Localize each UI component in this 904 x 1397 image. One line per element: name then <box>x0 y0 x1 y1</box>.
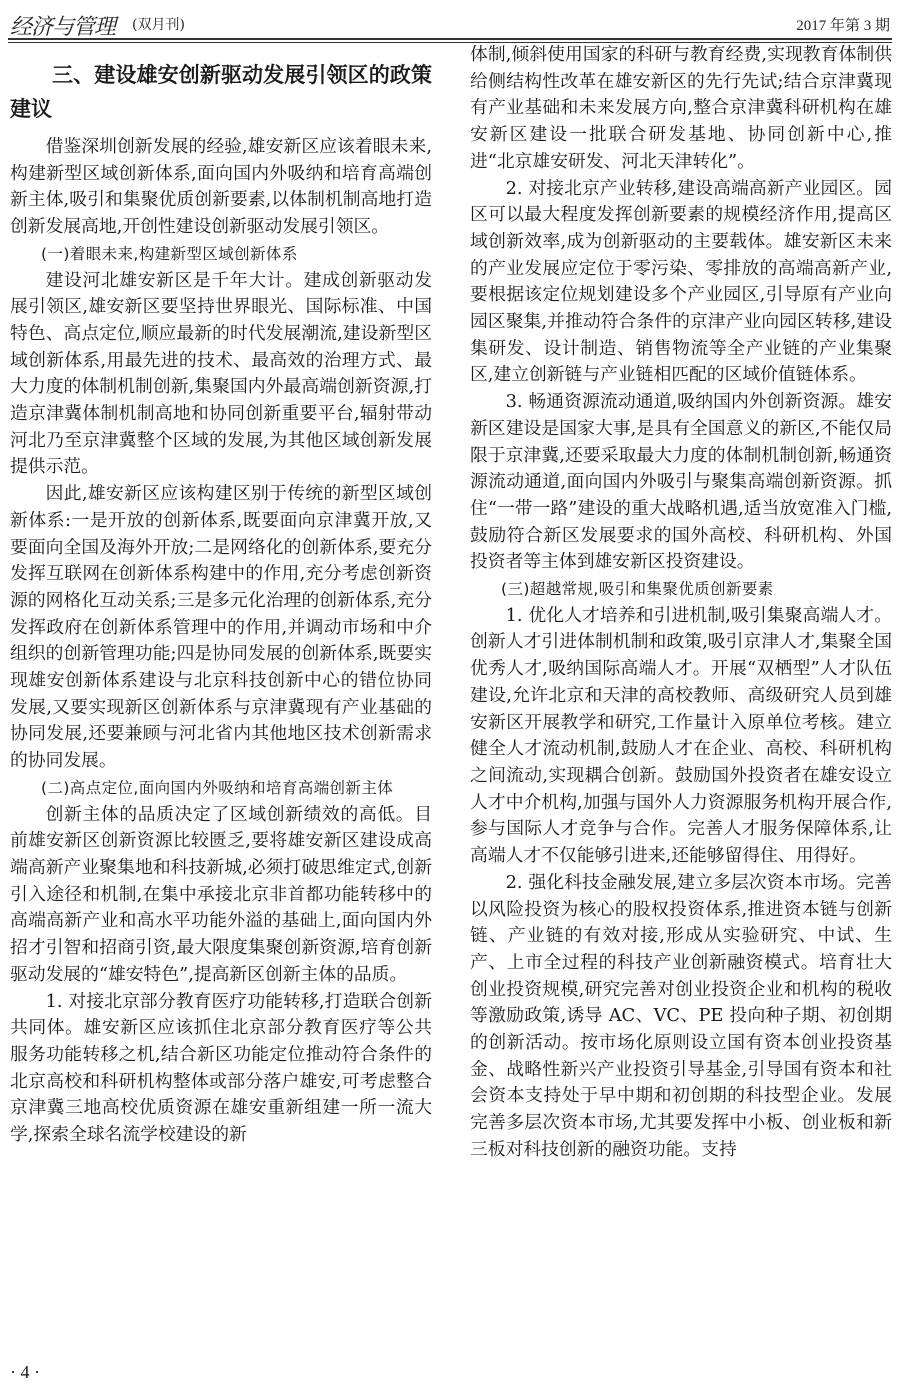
right-column <box>470 42 892 1164</box>
issue-label: 2017 年第 3 期 <box>796 18 890 34</box>
section-heading: 三、建设雄安创新驱动发展引领区的政策建议 <box>10 63 432 121</box>
page-header <box>10 8 890 38</box>
paragraph: 2. 对接北京产业转移,建设高端高新产业园区。园区可以最大程度发挥创新要素的规模经济作用,提高区域创新效率,成为创新驱动的主要载体。雄安新区未来的产业发展应定位于零污染、零排放的高端高新产业,要根据该定位规划建设多个产业园区,引导原有产业向园区聚集,并推动符合条件的京津产业向园区转移,建设集研发、设计制造、销售物流等全产业链的产业集聚区,建立创新链与产业链相匹配的区域价值链体系。 <box>470 177 892 386</box>
page-number: · 4 · <box>10 1362 40 1382</box>
paragraph: 因此,雄安新区应该构建区别于传统的新型区域创新体系:一是开放的创新体系,既要面向京津冀开放,又要面向全国及海外开放;二是网络化的创新体系,要充分发挥互联网在创新体系构建中的作用,充分考虑创新资源的网格化互动关系;三是多元化治理的创新体系,充分发挥政府在创新体系管理中的作用,并调动市场和中介组织的创新管理功能;四是协同发展的创新体系,既要实现雄安创新体系建设与北京科技创新中心的错位协同发展,又要实现新区创新体系与京津冀现有产业基础的协同发展,还要兼顾与河北省内其他地区技术创新需求的协同发展。 <box>10 483 432 772</box>
header-rule-thick <box>8 38 892 40</box>
subsection-heading: (二)高点定位,面向国内外吸纳和培育高端创新主体 <box>41 778 394 797</box>
paragraph: 创新主体的品质决定了区域创新绩效的高低。目前雄安新区创新资源比较匮乏,要将雄安新区建设成高端高新产业聚集地和科技新城,必须打破思维定式,创新引入途径和机制,在集中承接北京非首都功能转移中的高端高新产业和高水平功能外溢的基础上,面向国内外招才引智和招商引资,最大限度集聚创新资源,培育创新驱动发展的“雄安特色”,提高新区创新主体的品质。 <box>10 803 432 985</box>
journal-logo: 经济与管理 <box>10 15 116 40</box>
journal-frequency: (双月刊) <box>132 17 185 33</box>
paragraph-continued: 体制,倾斜使用国家的科研与教育经费,实现教育体制供给侧结构性改革在雄安新区的先行先试;结合京津冀现有产业基础和未来发展方向,整合京津冀科研机构在雄安新区建设一批联合研发基地、协同创新中心,推进“北京雄安研发、河北天津转化”。 <box>470 44 892 172</box>
paragraph: 3. 畅通资源流动通道,吸纳国内外创新资源。雄安新区建设是国家大事,是具有全国意义的新区,不能仅局限于京津冀,还要采取最大力度的体制机制创新,畅通资源流动通道,面向国内外吸引与聚集高端创新资源。抓住“一带一路”建设的重大战略机遇,适当放宽准入门槛,鼓励符合新区发展要求的国外高校、科研机构、外国投资者等主体到雄安新区投资建设。 <box>470 391 892 573</box>
paragraph: 2. 强化科技金融发展,建立多层次资本市场。完善以风险投资为核心的股权投资体系,推进资本链与创新链、产业链的有效对接,形成从实验研究、中试、生产、上市全过程的科技产业创新融资模式。培育壮大创业投资规模,研究完善对创业投资企业和机构的税收等激励政策,诱导 AC、VC、PE 投向种子期、初创期的创新活动。按市场化原则设立国有资本创业投资基金、战略性新兴产业投资引导基金,引导国有资本和社会资本支持处于早中期和初创期的科技型企业。发展完善多层次资本市场,尤其要发挥中小板、创业板和新三板对科技创新的融资功能。支持 <box>470 871 892 1160</box>
subsection-heading: (一)着眼未来,构建新型区域创新体系 <box>41 244 298 263</box>
paragraph: 借鉴深圳创新发展的经验,雄安新区应该着眼未来,构建新型区域创新体系,面向国内外吸纳和培育高端创新主体,吸引和集聚优质创新要素,以体制机制高地打造创新发展高地,开创性建设创新驱动发展引领区。 <box>10 136 432 238</box>
left-column <box>10 58 432 1149</box>
paragraph: 1. 对接北京部分教育医疗功能转移,打造联合创新共同体。雄安新区应该抓住北京部分教育医疗等公共服务功能转移之机,结合新区功能定位推动符合条件的北京高校和科研机构整体或部分落户雄安,可考虑整合京津冀三地高校优质资源在雄安重新组建一所一流大学,探索全球名流学校建设的新 <box>10 990 432 1146</box>
paragraph: 建设河北雄安新区是千年大计。建成创新驱动发展引领区,雄安新区要坚持世界眼光、国际标准、中国特色、高点定位,顺应最新的时代发展潮流,建设新型区域创新体系,用最先进的技术、最高效的治理方式、最大力度的体制机制创新,集聚国内外最高端创新资源,打造京津冀体制机制高地和协同创新重要平台,辐射带动河北乃至京津冀整个区域的发展,为其他区域创新发展提供示范。 <box>10 269 432 478</box>
subsection-heading: (三)超越常规,吸引和集聚优质创新要素 <box>501 580 774 599</box>
paragraph: 1. 优化人才培养和引进机制,吸引集聚高端人才。创新人才引进体制机制和政策,吸引京津人才,集聚全国优秀人才,吸纳国际高端人才。开展“双栖型”人才队伍建设,允许北京和天津的高校教师、高级研究人员到雄安新区开展教学和研究,工作量计入原单位考核。建立健全人才流动机制,鼓励人才在企业、高校、科研机构之间流动,实现耦合创新。鼓励国外投资者在雄安设立人才中介机构,加强与国外人力资源服务机构开展合作,参与国际人才竞争与合作。完善人才服务保障体系,让高端人才不仅能够引进来,还能够留得住、用得好。 <box>470 604 892 867</box>
